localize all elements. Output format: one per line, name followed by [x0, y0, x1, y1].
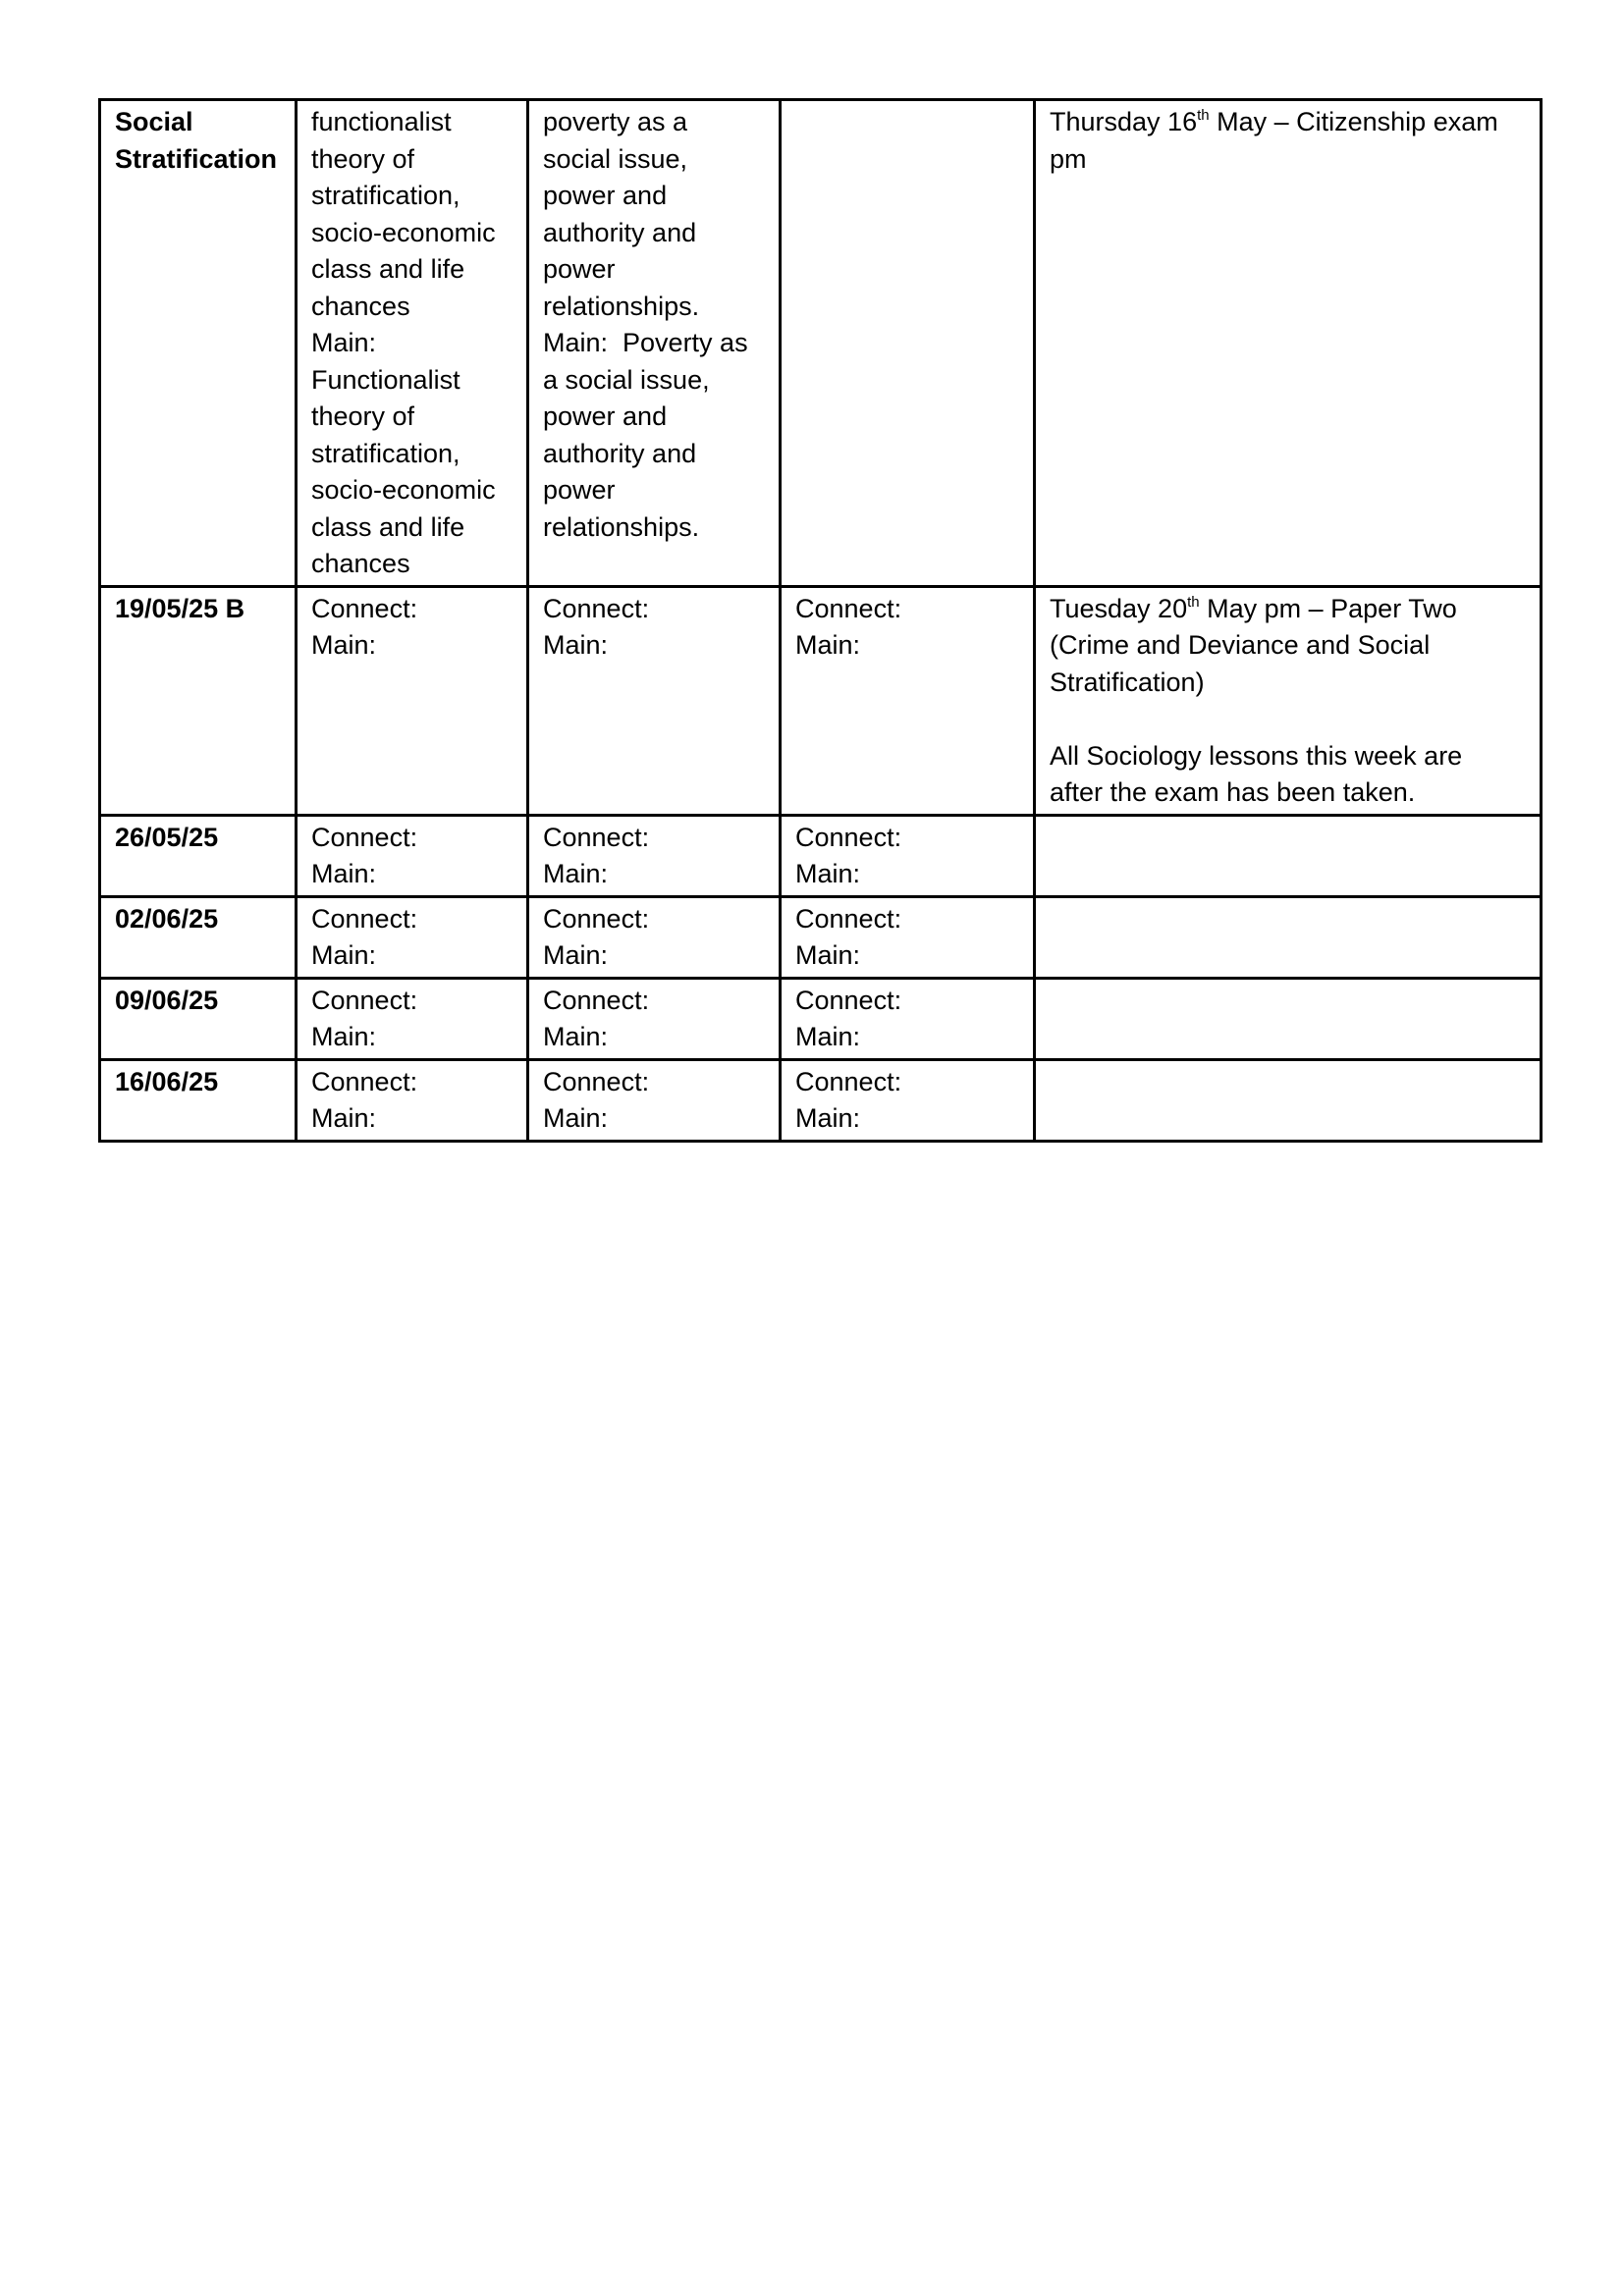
table-row: [100, 586, 1542, 815]
lesson-cell: [528, 586, 781, 815]
cell-line: poverty as a: [543, 107, 688, 136]
notes-cell: [1035, 586, 1542, 815]
lesson-cell: [781, 815, 1035, 896]
notes-cell: [1035, 1059, 1542, 1141]
notes-text: May pm – Paper Two: [1199, 593, 1457, 623]
main-label: Main:: [311, 859, 377, 888]
week-cell: [100, 815, 297, 896]
cell-line: Functionalist: [311, 364, 460, 395]
paragraph-gap: [1050, 701, 1528, 738]
cell-line: relationships.: [543, 291, 700, 321]
main-label: Main:: [543, 940, 609, 970]
main-label: Main:: [795, 630, 861, 660]
lesson-cell: [781, 586, 1035, 815]
notes-text: Thursday 16: [1050, 107, 1198, 136]
ordinal-suffix: th: [1187, 593, 1200, 611]
lesson-cell: [297, 815, 528, 896]
connect-label: Connect:: [311, 903, 418, 934]
notes-text: May – Citizenship exam: [1209, 107, 1498, 136]
week-label: 26/05/25: [115, 822, 219, 852]
cell-line: theory of: [311, 143, 415, 174]
notes-line: All Sociology lessons this week are: [1050, 740, 1463, 771]
connect-label: Connect:: [311, 1066, 418, 1096]
notes-line: after the exam has been taken.: [1050, 777, 1416, 807]
cell-line: power and: [543, 181, 668, 210]
cell-line: social issue,: [543, 143, 688, 174]
table-row: [100, 815, 1542, 896]
week-label: 16/06/25: [115, 1066, 219, 1096]
connect-label: Connect:: [543, 903, 650, 934]
connect-label: Connect:: [311, 822, 418, 852]
notes-cell: [1035, 100, 1542, 587]
week-cell: [100, 896, 297, 978]
table-row: [100, 100, 1542, 587]
cell-line: power: [543, 475, 616, 505]
connect-label: Connect:: [543, 1066, 650, 1096]
lesson-cell: [781, 1059, 1035, 1141]
notes-line: (Crime and Deviance and Social: [1050, 630, 1431, 660]
connect-label: Connect:: [795, 903, 902, 934]
week-label-line: Social: [115, 107, 193, 136]
ordinal-suffix: th: [1197, 107, 1210, 124]
main-label: Main:: [795, 1103, 861, 1133]
lesson-cell: [528, 896, 781, 978]
main-label: Main:: [311, 940, 377, 970]
cell-line: chances: [311, 549, 410, 578]
cell-line: authority and: [543, 217, 697, 247]
cell-line: stratification,: [311, 438, 460, 468]
cell-line: chances: [311, 291, 410, 321]
notes-line: Stratification): [1050, 667, 1205, 697]
lesson-cell: [528, 815, 781, 896]
connect-label: Connect:: [795, 985, 902, 1015]
cell-line: theory of: [311, 401, 415, 431]
notes-line: [1050, 591, 1528, 628]
cell-line: class and life: [311, 511, 465, 542]
lesson-cell: [297, 1059, 528, 1141]
lesson-cell: [297, 978, 528, 1059]
week-cell: [100, 978, 297, 1059]
week-label: 09/06/25: [115, 985, 219, 1015]
main-label: Main:: [311, 1022, 377, 1051]
week-cell: [100, 1059, 297, 1141]
cell-line: functionalist: [311, 107, 452, 136]
main-label: Main:: [543, 1103, 609, 1133]
cell-line: socio-economic: [311, 217, 496, 247]
main-label: Main:: [543, 1022, 609, 1051]
table-row: [100, 978, 1542, 1059]
notes-cell: [1035, 896, 1542, 978]
notes-text: Tuesday 20: [1050, 593, 1188, 623]
cell-line: power and: [543, 401, 668, 431]
week-cell: [100, 586, 297, 815]
lesson-cell: [297, 100, 528, 587]
week-label-line: Stratification: [115, 143, 278, 174]
notes-cell: [1035, 815, 1542, 896]
cell-line: class and life: [311, 254, 465, 284]
connect-label: Connect:: [795, 593, 902, 623]
lesson-cell: [781, 100, 1035, 587]
main-label: Main:: [311, 1103, 377, 1133]
notes-line: pm: [1050, 143, 1087, 174]
connect-label: Connect:: [311, 593, 418, 623]
cell-line: Main: Poverty as: [543, 328, 748, 357]
lesson-cell: [781, 978, 1035, 1059]
cell-line: power: [543, 254, 616, 284]
connect-label: Connect:: [795, 1066, 902, 1096]
connect-label: Connect:: [543, 985, 650, 1015]
notes-cell: [1035, 978, 1542, 1059]
lesson-cell: [528, 978, 781, 1059]
cell-line: authority and: [543, 438, 697, 468]
connect-label: Connect:: [543, 822, 650, 852]
lesson-cell: [297, 586, 528, 815]
cell-line: Main:: [311, 328, 377, 357]
cell-line: stratification,: [311, 181, 460, 210]
lesson-cell: [528, 100, 781, 587]
lesson-cell: [528, 1059, 781, 1141]
main-label: Main:: [795, 859, 861, 888]
connect-label: Connect:: [543, 593, 650, 623]
main-label: Main:: [543, 630, 609, 660]
lesson-cell: [297, 896, 528, 978]
table-row: [100, 896, 1542, 978]
week-label: 02/06/25: [115, 903, 219, 934]
table-row: [100, 1059, 1542, 1141]
cell-line: a social issue,: [543, 364, 710, 395]
main-label: Main:: [795, 940, 861, 970]
cell-line: socio-economic: [311, 475, 496, 505]
lesson-cell: [781, 896, 1035, 978]
cell-line: relationships.: [543, 511, 700, 542]
main-label: Main:: [543, 859, 609, 888]
main-label: Main:: [311, 630, 377, 660]
connect-label: Connect:: [795, 822, 902, 852]
week-label: 19/05/25 B: [115, 593, 245, 623]
notes-line: [1050, 104, 1528, 141]
connect-label: Connect:: [311, 985, 418, 1015]
main-label: Main:: [795, 1022, 861, 1051]
week-cell: [100, 100, 297, 587]
scheme-of-work-table: [98, 98, 1543, 1143]
